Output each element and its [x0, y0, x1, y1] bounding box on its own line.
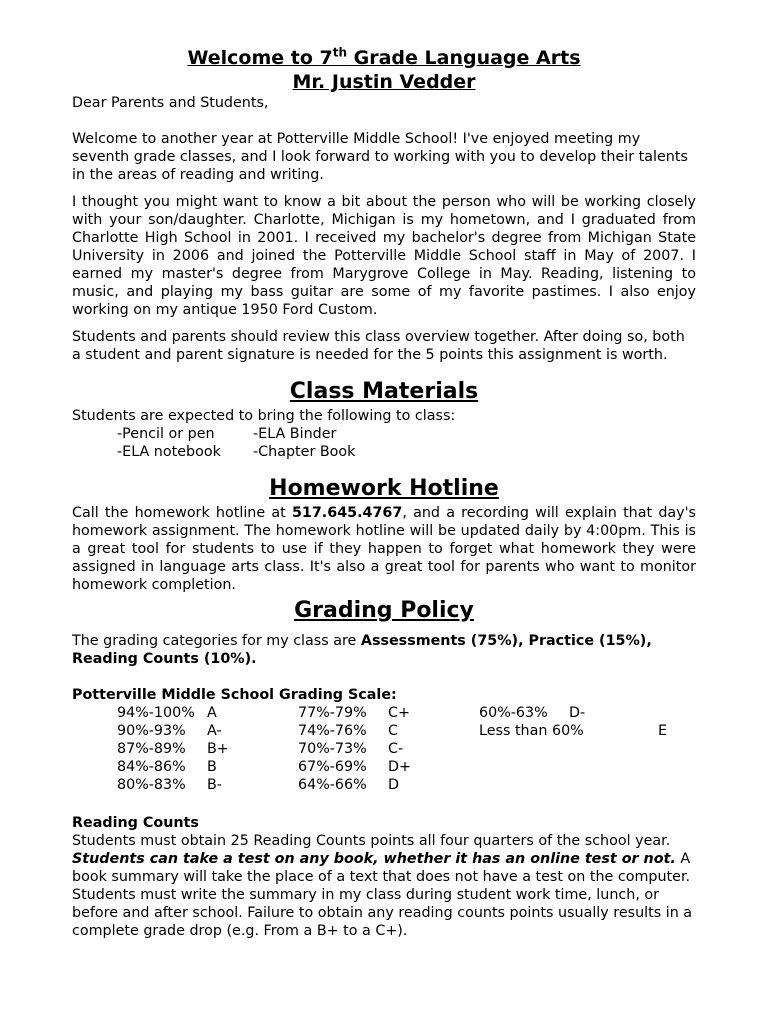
review-paragraph: Students and parents should review this class overview together. After doing so, both a student and parent signature is needed for the 5 points this assignment is worth. — [72, 329, 685, 363]
material-item: -ELA notebook — [117, 444, 221, 460]
welcome-paragraph: Welcome to another year at Potterville Middle School! I've enjoyed meeting my seventh grade classes, and I look forward to working with you to develop their talents in the areas of reading and writing. — [72, 131, 688, 183]
materials-heading: Class Materials — [289, 379, 479, 404]
grading-scale-title: Potterville Middle School Grading Scale: — [72, 687, 397, 703]
materials-row — [72, 443, 696, 461]
document-page — [72, 46, 696, 940]
hotline-heading: Homework Hotline — [269, 476, 499, 501]
about-paragraph: I thought you might want to know a bit about the person who will be working closely with your son/daughter. Charlotte, Michigan is my hometown, and I graduated from Charlotte High School in 2001. I received my bachelor's degree from Michigan State University in 2006 and joined the Potterville Middle School staff in May of 2007. I earned my master's degree from Marygrove College in May. Reading, listening to music, and playing my bass guitar are some of my favorite pastimes. I also enjoy working on my antique 1950 Ford Custom. — [72, 194, 696, 318]
hotline-phone: 517.645.4767 — [291, 505, 403, 521]
teacher-name: Mr. Justin Vedder — [292, 71, 476, 93]
material-item: -Chapter Book — [253, 444, 356, 460]
reading-counts-paragraph: Students must obtain 25 Reading Counts points all four quarters of the school year. Students can take a test on any book, whether it has an online test or not. A book summary will take the place of a text that does not have a test on the computer. Students must write the summary in my class during student work time, lunch, or before and after school. Failure to obtain any reading counts points usually results in a complete grade drop (e.g. From a B+ to a C+). — [72, 833, 693, 939]
grading-heading: Grading Policy — [294, 598, 474, 623]
grading-scale: 94%-100% A 77%-79% C+ 60%-63% D- 90%-93% A- 74%-76% C Less than 60% E 87%-89% B+ 70%-73% C- 84%-86% B 67%-69% D+ 80%-83% B- 64%-66% D — [117, 705, 668, 793]
material-item: -ELA Binder — [253, 426, 337, 442]
reading-counts-heading: Reading Counts — [72, 815, 199, 831]
hotline-paragraph: Call the homework hotline at 517.645.4767, and a recording will explain that day's homework assignment. The homework hotline will be updated daily by 4:00pm. This is a great tool for students to use if they happen to forget what homework they were assigned in language arts class. It's also a great tool for parents who want to monitor homework completion. — [72, 505, 696, 593]
grading-categories: The grading categories for my class are Assessments (75%), Practice (15%), Reading Counts (10%). — [72, 633, 652, 667]
salutation: Dear Parents and Students, — [72, 95, 269, 111]
materials-intro: Students are expected to bring the following to class: — [72, 408, 456, 424]
page-title: Welcome to 7th Grade Language Arts — [187, 45, 581, 69]
material-item: -Pencil or pen — [117, 426, 215, 442]
materials-row — [72, 425, 696, 443]
